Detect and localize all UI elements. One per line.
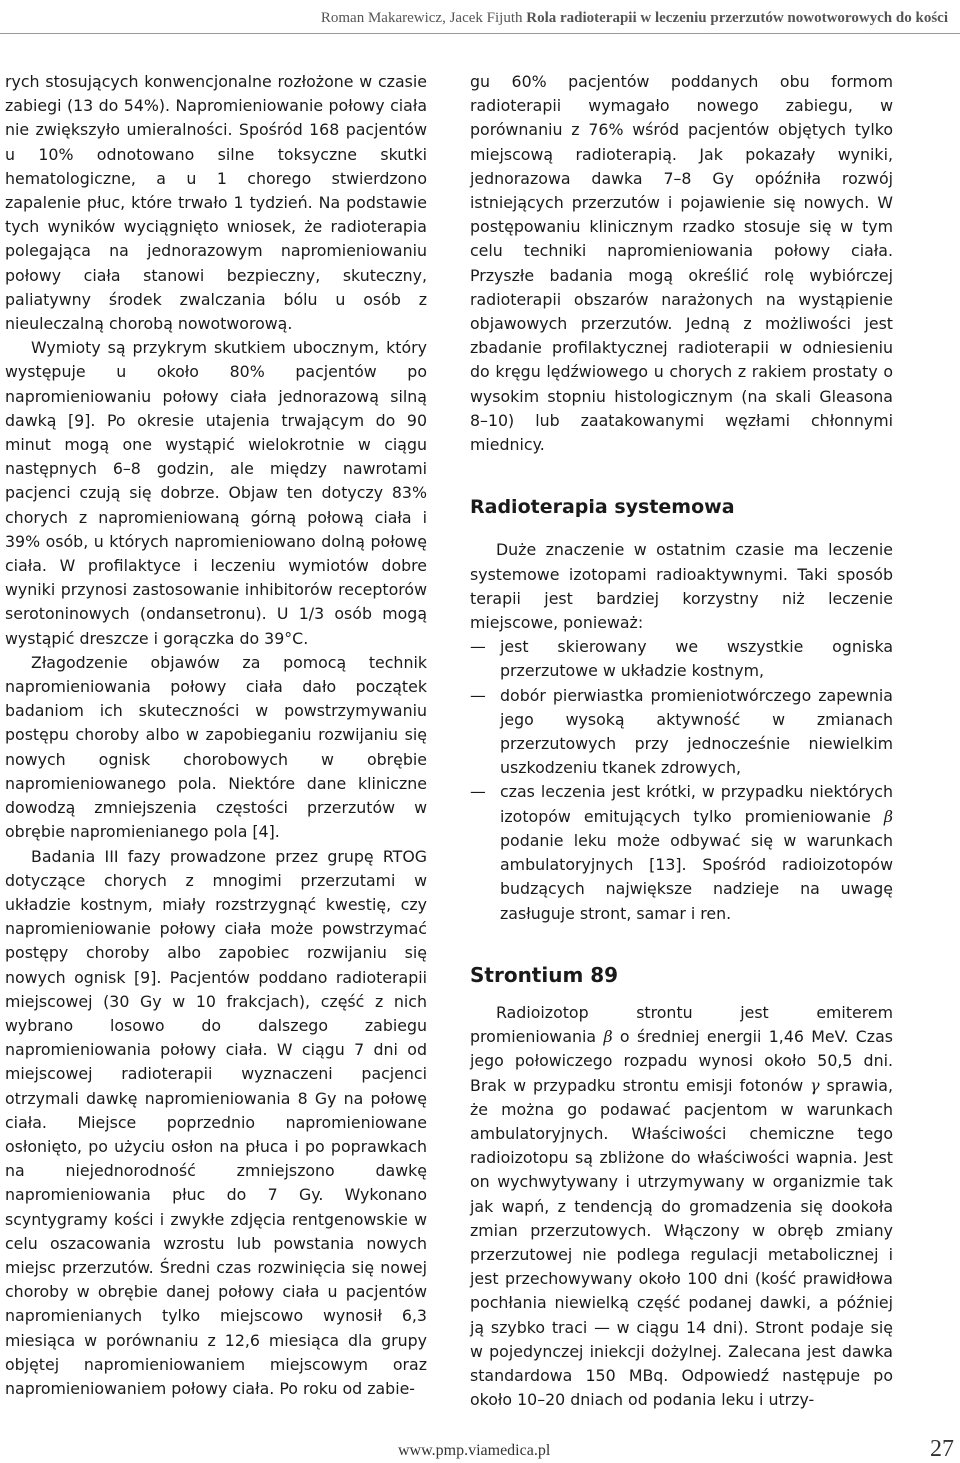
paragraph: Złagodzenie objawów za pomocą technik napromieniowania połowy ciała dało początek badaniom ich skuteczności w powstrzymywaniu postępu choroby albo w zapobieganiu rozwijaniu się nowych ognisk chorobowych w obrębie napromieniowanego pola. Niektóre dane kliniczne dowodzą zmniejszenia częstości przerzutów w obrębie napromienianego pola [4]. (5, 652, 427, 842)
left-column (5, 70, 427, 1401)
dash-list (470, 635, 893, 925)
paragraph (470, 1001, 893, 1412)
header-title: Rola radioterapii w leczeniu przerzutów nowotworowych do kości (526, 10, 948, 26)
paragraph: rych stosujących konwencjonalne rozłożone w czasie zabiegi (13 do 54%). Napromieniowanie połowy ciała nie zwiększyło umieralności. Spośród 168 pacjentów u 10% odnotowano silne toksyczne skutki hematologiczne, a u 1 chorego stwierdzono zapalenie płuc, które trwało 1 tydzień. Na podstawie tych wyników wyciągnięto wniosek, że radioterapia polegająca na jednorazowym napromieniowaniu połowy ciała stanowi bezpieczny, skuteczny, paliatywny środek zwalczania bólu u osób z nieuleczalną chorobą nowotworową. (5, 72, 427, 334)
beta-symbol: β (603, 1027, 613, 1047)
list-item-text: podanie leku może odbywać się w warunkach ambulatoryjnych [13]. Spośród radioizotopów budzących największe nadzieje na uwagę zasługuje stront, samar i ren. (500, 830, 893, 923)
paragraph: Duże znaczenie w ostatnim czasie ma leczenie systemowe izotopami radioaktywnymi. Taki sposób terapii jest bardziej korzystny niż leczenie miejscowe, ponieważ: (470, 540, 893, 633)
section-heading-radioterapia-systemowa: Radioterapia systemowa (470, 496, 735, 519)
list-item (470, 780, 893, 925)
paragraph-text: o średniej energii 1,46 MeV. Czas jego połowiczego rozpadu wynosi około 50,5 dni. Brak w przypadku strontu emisji fotonów (470, 1027, 893, 1095)
beta-symbol: β (883, 806, 893, 826)
paragraph: Badania III fazy prowadzone przez grupę RTOG dotyczące chorych z mnogimi przerzutami w układzie kostnym, miały rozstrzygnąć kwestię, czy napromieniowanie połowy ciała może powstrzymać postępy choroby albo zapobiec rozwijaniu się nowych ognisk [9]. Pacjentów poddano radioterapii miejscowej (30 Gy w 10 frakcjach), część z nich wybrano losowo do dalszego zabiegu napromieniowania połowy ciała. W ciągu 7 dni od miejscowej radioterapii wyznaczeni pacjenci otrzymali dawkę napromieniowania 8 Gy na połowę ciała. Miejsce poprzednio napromieniowane osłonięto, po użyciu osłon na płuca i po poprawkach na niejednorodność zmniejszono dawkę napromieniowania płuc do 7 Gy. Wykonano scyntygramy kości i zwykłe zdjęcia rentgenowskie w celu oszacowania wzrostu lub powstania nowych miejsc przerzutów. Średni czas rozwinięcia się nowej choroby w obrębie danej połowy ciała u pacjentów napromienianych tylko miejscowo wynosił 6,3 miesiąca w porównaniu z 12,6 miesiąca dla grupy objętej napromieniowaniem miejscowym oraz napromieniowaniem połowy ciała. Po roku od zabie- (5, 846, 427, 1398)
gamma-symbol: γ (810, 1075, 820, 1095)
paragraph-text: sprawia, że można go podawać pacjentom w warunkach ambulatoryjnych. Właściwości chemiczne tego radioizotopu są zbliżone do właściwości wapnia. Jest on wychwytywany i utrzymywany w organizmie tak jak wapń, z tendencją do gromadzenia się dookoła zmian przerzutowych. Włączony w obręb zmiany przerzutowej nie podlega regulacji metabolicznej i jest przechowywany około 100 dni (kość prawidłowa pochłania niewielką część podanej dawki, a później ją szybko traci — w ciągu 14 dni). Stront podaje się w pojedynczej iniekcji dożylnej. Zalecana jest dawka standardowa 150 MBq. Odpowiedź następuje po około 10–20 dniach od podania leku i utrzy- (470, 1075, 893, 1410)
running-header (0, 10, 948, 27)
header-divider (0, 33, 960, 34)
dash-bullet: — (470, 782, 486, 802)
dash-bullet: — (470, 637, 486, 657)
paragraph: Wymioty są przykrym skutkiem ubocznym, który występuje u około 80% pacjentów po napromieniowaniu połowy ciała jednorazową silną dawką [9]. Po okresie utajenia trwającym do 90 minut mogą one wystąpić wielokrotnie w ciągu następnych 6–8 godzin, ale między nawrotami pacjenci czują się dobrze. Objaw ten dotyczy 83% chorych z napromieniowaną górną połową ciała i 39% osób, u których napromieniowano dolną połowę ciała. W profilaktyce i leczeniu wymiotów dobre wyniki przynosi zastosowanie inhibitorów receptorów serotoninowych (ondansetronu). U 1/3 osób mogą wystąpić dreszcze i gorączka do 39°C. (5, 338, 427, 648)
dash-bullet: — (470, 685, 486, 705)
right-column (470, 70, 893, 1412)
paragraph-text: Radioizotop strontu jest emiterem promieniowania (470, 1002, 893, 1047)
list-item-text: jest skierowany we wszystkie ogniska przerzutowe w układzie kostnym, (500, 637, 893, 681)
header-authors: Roman Makarewicz, Jacek Fijuth (320, 10, 523, 26)
page-number: 27 (930, 1436, 954, 1462)
list-item-text: czas leczenia jest krótki, w przypadku niektórych izotopów emitujących tylko promieniowanie (500, 782, 893, 826)
footer-url: www.pmp.viamedica.pl (398, 1442, 551, 1459)
list-item-text: dobór pierwiastka promieniotwórczego zapewnia jego wysoką aktywność w zmianach przerzutowych przy jednocześnie niewielkim uszkodzeniu tkanek zdrowych, (500, 685, 893, 778)
paragraph: gu 60% pacjentów poddanych obu formom radioterapii wymagało nowego zabiegu, w porównaniu z 76% wśród pacjentów objętych tylko miejscową radioterapią. Jak pokazały wyniki, jednorazowa dawka 7–8 Gy opóźniła rozwój istniejących przerzutów i pojawienie się nowych. W postępowaniu klinicznym rzadko stosuje się w tym celu techniki napromieniowania połowy ciała. Przyszłe badania mogą określić rolę wybiórczej radioterapii obszarów narażonych na wystąpienie objawowych przerzutów. Jedną z możliwości jest zbadanie profilaktycznej radioterapii w odniesieniu do kręgu lędźwiowego u chorych z rakiem prostaty o wysokim stopniu histologicznym (na skali Gleasona 8–10) lub zaatakowanymi węzłami chłonnymi miednicy. (470, 72, 893, 455)
list-item (470, 684, 893, 781)
section-heading-strontium-89: Strontium 89 (470, 962, 619, 987)
list-item (470, 635, 893, 683)
